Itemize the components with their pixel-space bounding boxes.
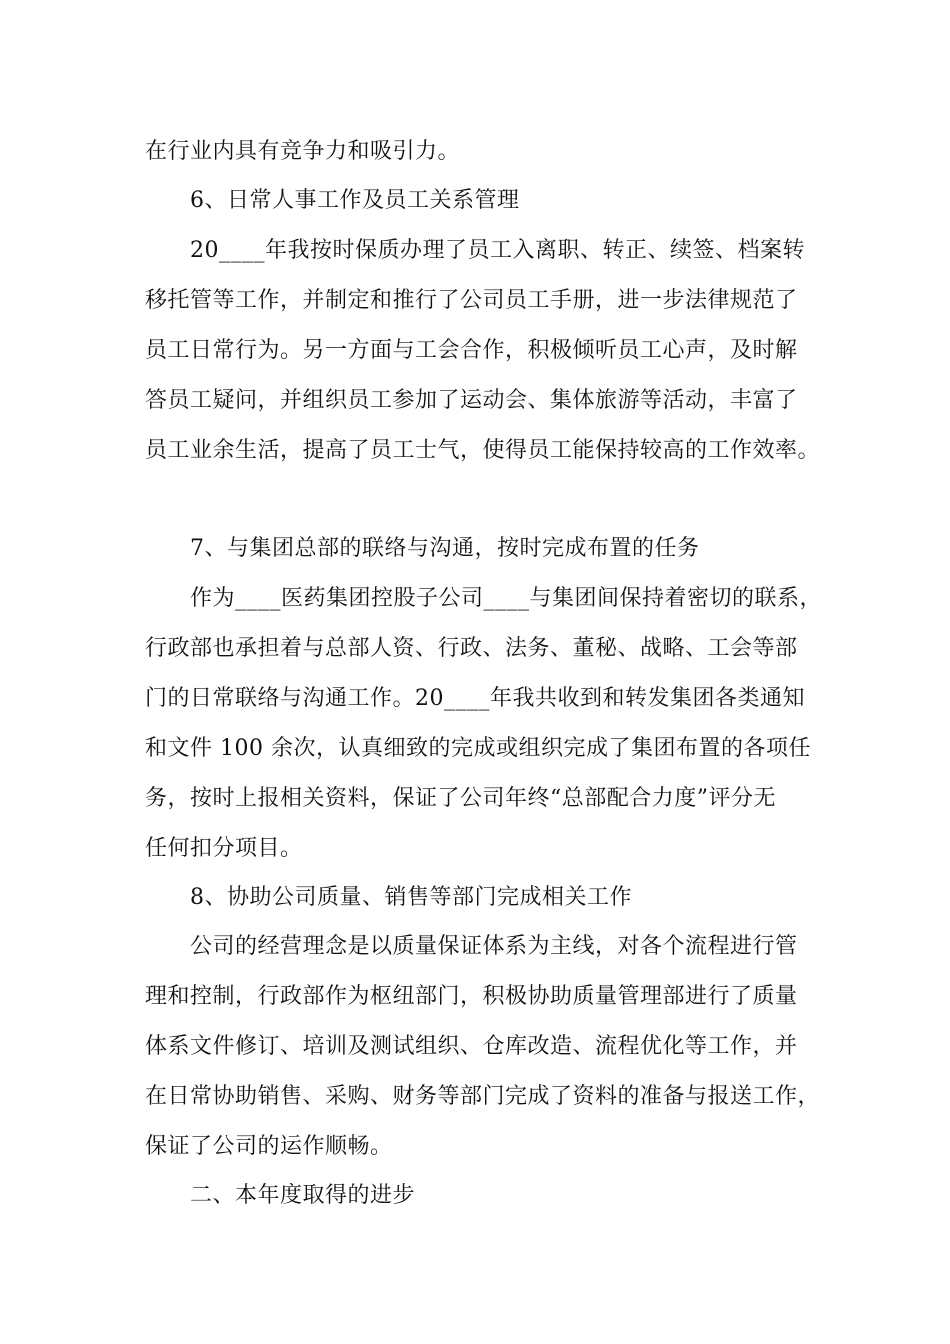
- paragraph-line: 理和控制，行政部作为枢纽部门，积极协助质量管理部进行了质量: [145, 984, 798, 1009]
- paragraph-line: 门的日常联络与沟通工作。20____年我共收到和转发集团各类通知: [145, 686, 805, 711]
- section-heading-2: 二、本年度取得的进步: [190, 1183, 416, 1208]
- paragraph-line: 行政部也承担着与总部人资、行政、法务、董秘、战略、工会等部: [145, 636, 798, 661]
- paragraph-line: 在日常协助销售、采购、财务等部门完成了资料的准备与报送工作，: [145, 1084, 821, 1109]
- paragraph-line: 保证了公司的运作顺畅。: [145, 1134, 393, 1159]
- section-heading-8: 8、协助公司质量、销售等部门完成相关工作: [190, 885, 632, 910]
- paragraph-line: 20____年我按时保质办理了员工入离职、转正、续签、档案转: [190, 238, 805, 263]
- paragraph-line: 员工业余生活，提高了员工士气，使得员工能保持较高的工作效率。: [145, 438, 821, 463]
- section-heading-7: 7、与集团总部的联络与沟通，按时完成布置的任务: [190, 536, 700, 561]
- paragraph-line: 作为____医药集团控股子公司____与集团间保持着密切的联系，: [190, 586, 823, 611]
- paragraph-line: 移托管等工作，并制定和推行了公司员工手册，进一步法律规范了: [145, 288, 798, 313]
- paragraph-line: 员工日常行为。另一方面与工会合作，积极倾听员工心声，及时解: [145, 338, 798, 363]
- paragraph-line: 公司的经营理念是以质量保证体系为主线，对各个流程进行管: [190, 934, 798, 959]
- paragraph-line: 体系文件修订、培训及测试组织、仓库改造、流程优化等工作，并: [145, 1034, 798, 1059]
- paragraph-line: 和文件 100 余次，认真细致的完成或组织完成了集团布置的各项任: [145, 736, 811, 761]
- paragraph-line: 在行业内具有竞争力和吸引力。: [145, 139, 461, 164]
- paragraph-line: 务，按时上报相关资料，保证了公司年终“总部配合力度”评分无: [145, 786, 776, 811]
- paragraph-line: 任何扣分项目。: [145, 836, 303, 861]
- paragraph-line: 答员工疑问，并组织员工参加了运动会、集体旅游等活动，丰富了: [145, 388, 798, 413]
- section-heading-6: 6、日常人事工作及员工关系管理: [190, 188, 520, 213]
